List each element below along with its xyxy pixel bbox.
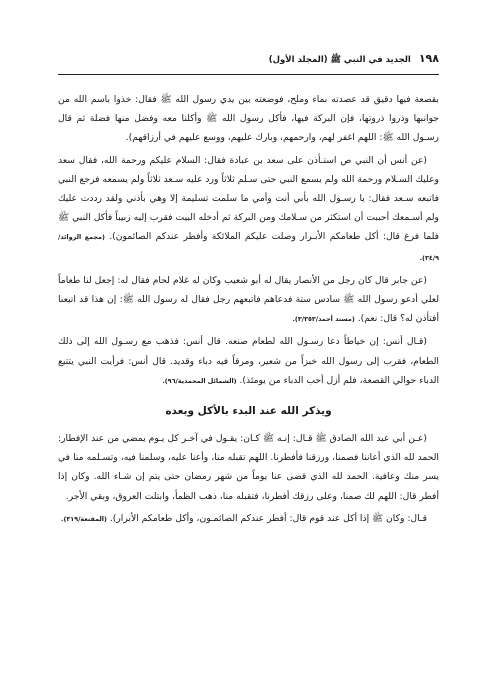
page-number: ١٩٨ — [418, 52, 439, 65]
source-citation: (مجمع الزوائد/٣٤/٩). — [58, 233, 439, 262]
paragraph — [58, 429, 439, 506]
paragraph-text: (عن أنس أن النبي ص استـأذن على سعد بن عبادة فقال: السلام عليكم ورحمة الله، فقال سعد وعليك السـلام ورحمة الله ولم يسمع النبي حتى سـلم ثلاثاً ورد عليه سـعد ثلاثاً ولم يسمعه فرجع النبي فاتبعه سـعد فقال: يا رسـول الله بأبي أنت وأمي ما سلمت تسليمة إلا وهي بأذني ولقد رددت عليك ولم أسـمعك أحببت أن استكثر من سـلامك ومن البركة ثم أدخله البيت فقرب إليه زبيباً فأكل النبي ﷺ فلما فرغ قال: أكل طعامكم الأبـرار وصلت عليكم الملائكة وأفطر عندكم الصائمون). — [58, 154, 439, 243]
paragraph-text: (قـال أنس: إن خياطاً دعا رسـول الله لطعام صنعه. قال أنس: فذهب مع رسـول الله إلى ذلك الطعام، فقرب إلى رسول الله خبزاً من شعير، ومرقاً فيه دباء وقديد. قال أنس: فرأيت النبي يتتبع الدباء حوالي القصعة، فلم أزل أحب الدباء من يومئذ). — [58, 336, 439, 386]
page-body — [58, 90, 439, 532]
section-heading: ويذكر الله عند البدء بالأكل وبعده — [165, 405, 332, 418]
paragraph-text: (عن جابر قال كان رجل من الأنصار يقال له أبو شعيب وكان له غلام لحام فقال له: إجعل لنا طعاماً لعلي أدعو رسول الله ﷺ سادس ستة فدعاهم فاتبعهم رجل فقال له رسول الله ﷺ: إن هذا قد اتبعنا أفتأذن له؟ قال: نعم). — [58, 274, 439, 325]
page-header — [58, 52, 439, 72]
paragraph — [58, 90, 439, 148]
source-citation: (الشمائل المحمدية/٩٦). — [162, 376, 237, 385]
paragraph — [58, 151, 439, 268]
running-title: الجديد في النبي ﷺ (المجلد الأول) — [268, 55, 411, 65]
header-divider — [58, 74, 439, 75]
paragraph-text: بقصعة فيها دقيق قد عصدته بماء وملح، فوضعته بين يدي رسول الله ﷺ فقال: خذوا باسم الله من جوانبها وذروا ذروتها، فإن البركة فيها، فأكل رسول الله ﷺ وأكلنا معه وفضل منها فضلة ثم قال رسـول الله ﷺ: اللهم اغفر لهم، وارحمهم، وبارك عليهم، ووسع عليهم في أرزاقهم). — [58, 94, 439, 144]
paragraph — [58, 332, 439, 391]
paragraph-text: قـال: وكان ﷺ إذا أكل عند قوم قال: أفطر عندكم الصائمـون، وأكل طعامكم الأبرار). — [109, 512, 427, 524]
paragraph — [58, 509, 439, 529]
source-citation: (مسند أحمد/٣/٣٥٣). — [292, 315, 355, 324]
paragraph — [58, 271, 439, 330]
paragraph-text: (عـن أبي عبد الله الصادق ﷺ قـال: إنـه ﷺ كـان: يقـول في آخـر كل يـوم يمضي من عند الإفطار: الحمد لله الذي أعاننا فصمنا، ورزقنا فأفطرنا. اللهم تقبله منا، وأعنا عليه، وسلمنا فيه، وتسـلمه منا في يسر منك وعافية. الحمد لله الذي قضى عنا يوماً من شهر رمضان حتى يتم إن شـاء الله. وكان إذا أفطر قال: اللهم لك صمنا، وعلى رزقك أفطرنا، فتقبله منا، ذهب الظمأ، وابتلت العروق، وبقي الأجر. — [58, 433, 439, 502]
source-citation: (المقنعة/٣١٩). — [61, 514, 107, 523]
